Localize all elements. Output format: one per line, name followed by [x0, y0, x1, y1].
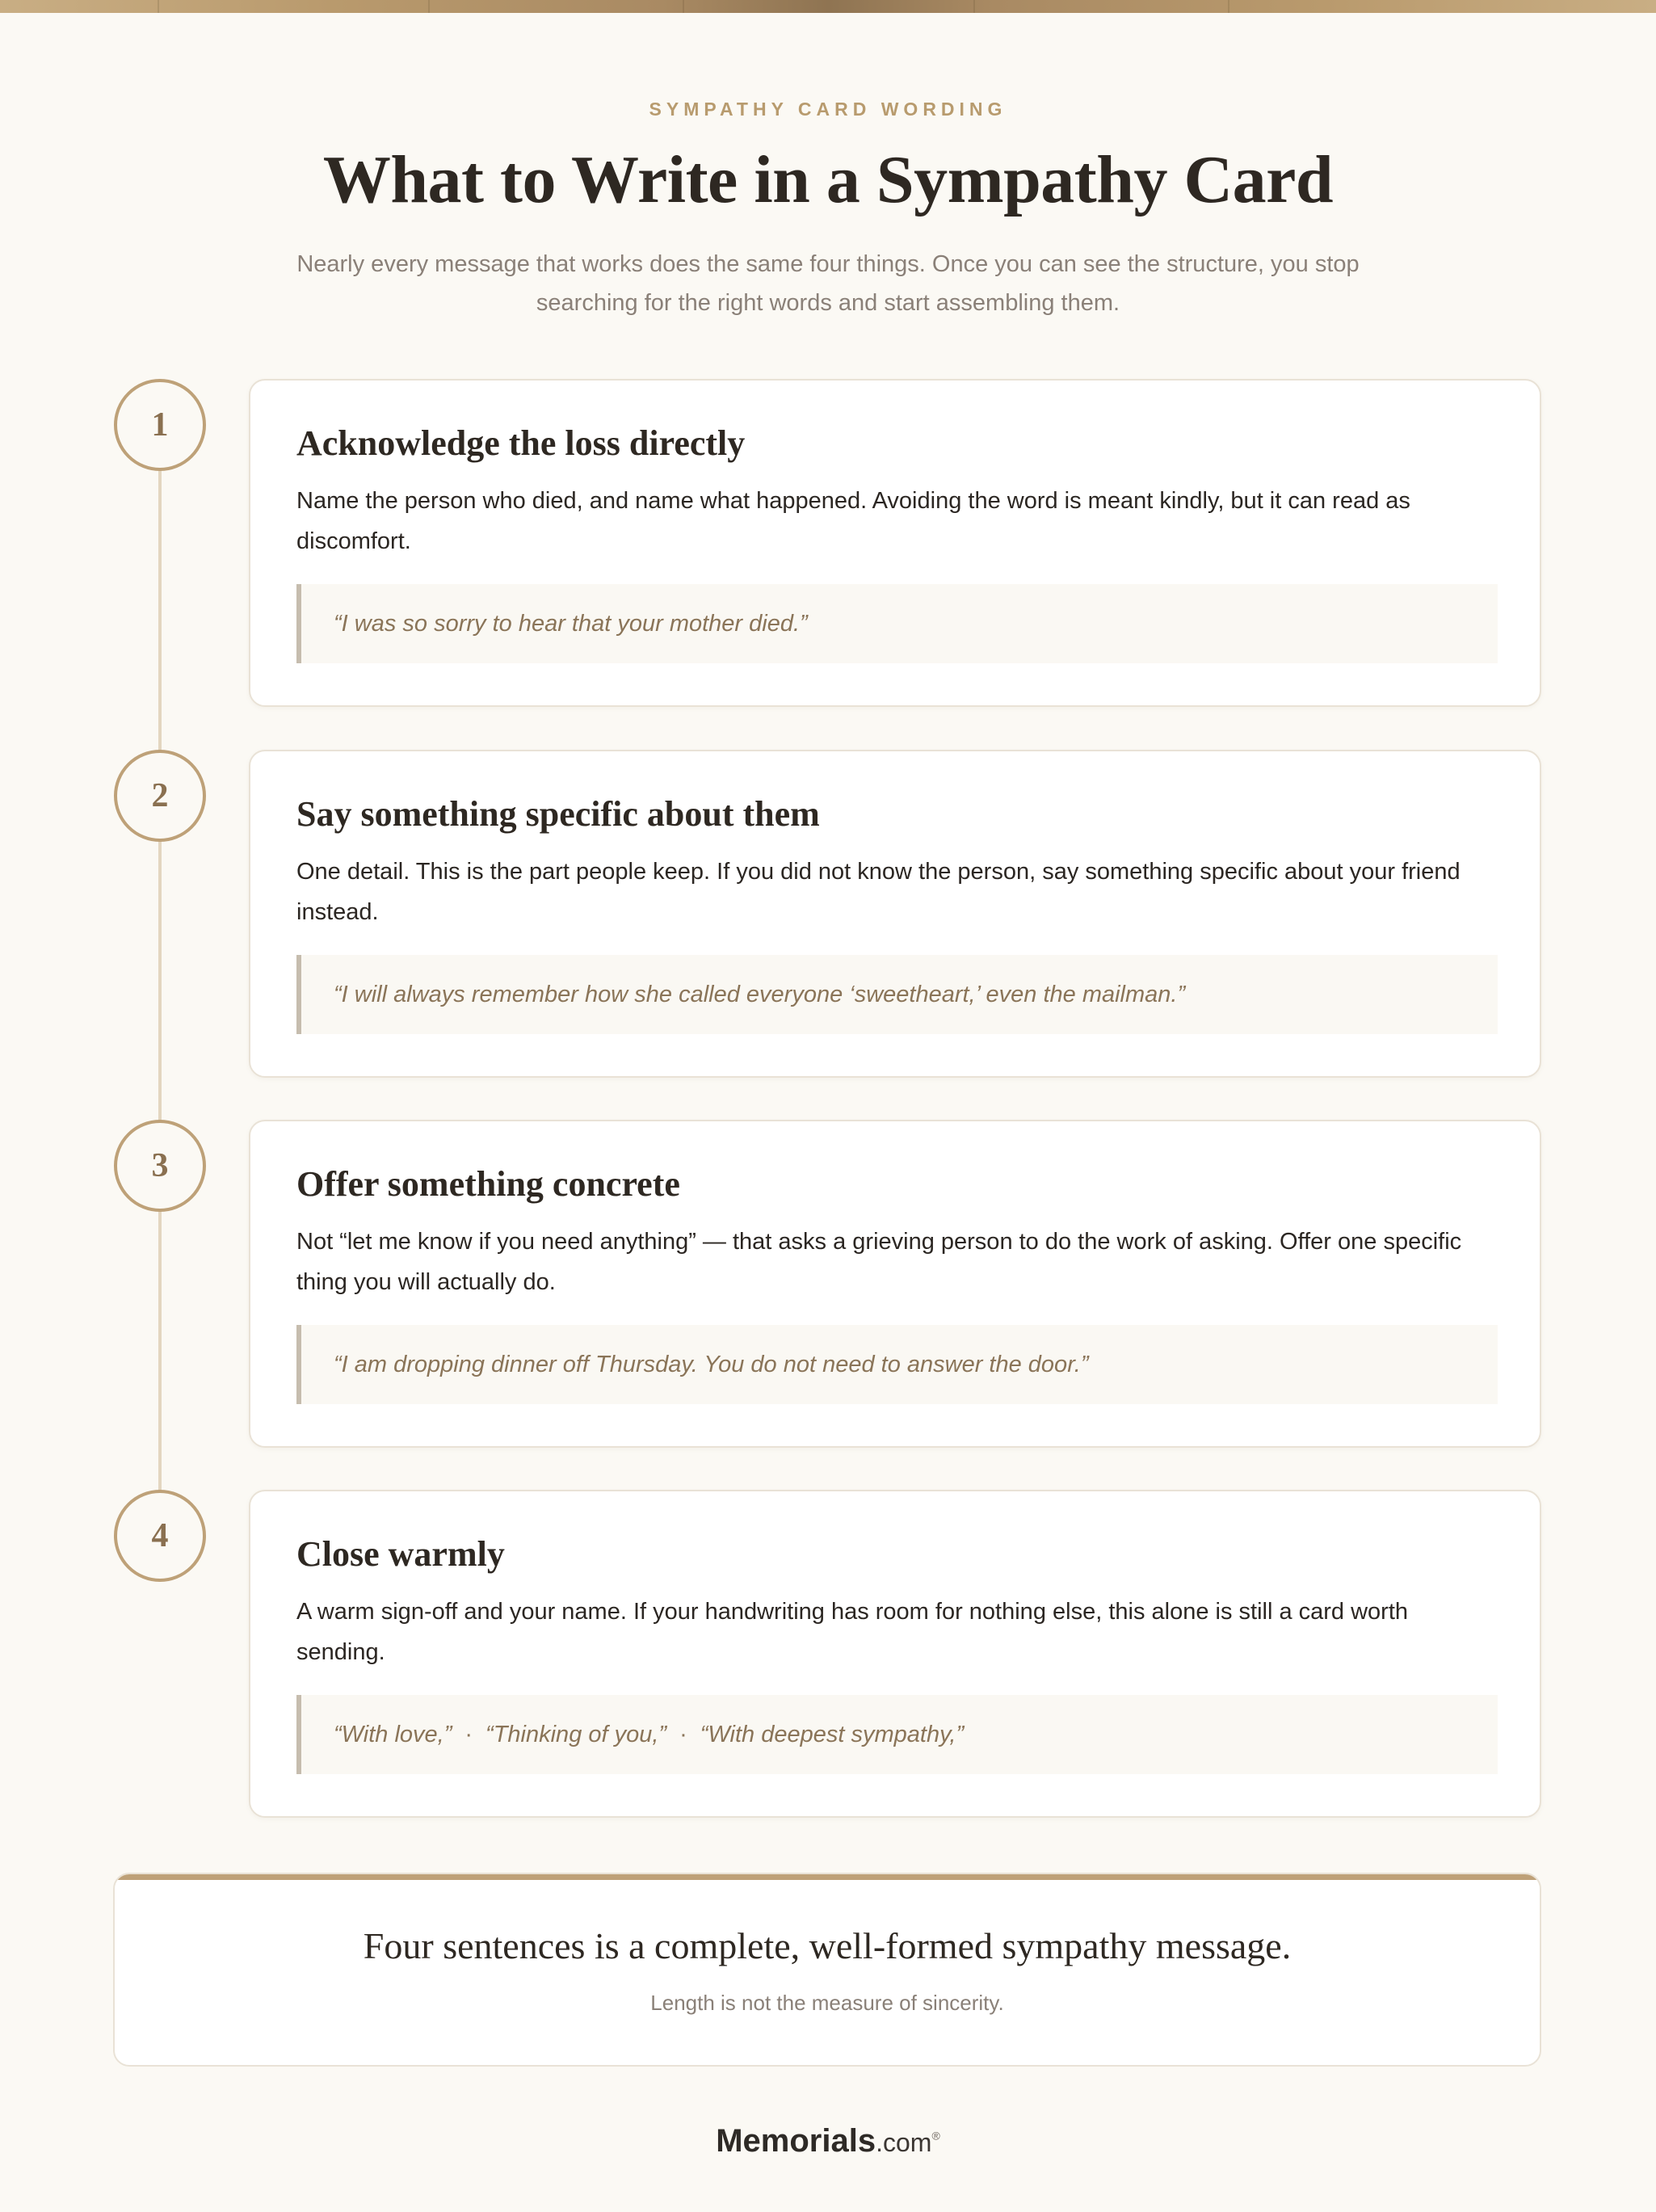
example-text: “I was so sorry to hear that your mother died.” — [334, 610, 808, 637]
summary-accent-bar — [115, 1874, 1540, 1880]
step-description: One detail. This is the part people keep. If you did not know the person, say something specific about your friend instead. — [296, 859, 1461, 925]
summary-callout — [113, 1873, 1541, 2067]
step-number-4: 4 — [114, 1490, 206, 1582]
step-description: Not “let me know if you need anything” — that asks a grieving person to do the work of asking. Offer one specific thing you will actually do. — [296, 1229, 1462, 1295]
example-text: “Thinking of you,” — [485, 1721, 667, 1747]
logo-brand: Memorials — [716, 2123, 876, 2159]
step-example-quote — [296, 1695, 1498, 1774]
separator-dot: · — [464, 1721, 473, 1747]
page-title: What to Write in a Sympathy Card — [322, 142, 1334, 217]
step-card-4 — [249, 1490, 1541, 1818]
step-number-1: 1 — [114, 379, 206, 471]
step-title: Close warmly — [296, 1534, 505, 1574]
example-text: “I am dropping dinner off Thursday. You do not need to answer the door.” — [334, 1351, 1089, 1377]
logo-tld: .com — [876, 2128, 932, 2157]
step-number-2: 2 — [114, 750, 206, 842]
step-card-3 — [249, 1120, 1541, 1448]
summary-note: Length is not the measure of sincerity. — [650, 1991, 1004, 2015]
example-text: “With deepest sympathy,” — [700, 1721, 965, 1747]
step-title: Offer something concrete — [296, 1164, 680, 1204]
step-example-quote — [296, 955, 1498, 1034]
step-example-quote — [296, 1325, 1498, 1404]
step-description: A warm sign-off and your name. If your handwriting has room for nothing else, this alone is still a card worth sending. — [296, 1599, 1409, 1665]
step-example-quote — [296, 584, 1498, 663]
memorials-logo[interactable] — [0, 2123, 1656, 2159]
eyebrow-label: SYMPATHY CARD WORDING — [649, 99, 1007, 120]
step-card-2 — [249, 750, 1541, 1078]
step-title: Acknowledge the loss directly — [296, 423, 746, 463]
logo-registered-mark: ® — [931, 2129, 940, 2143]
example-text: “With love,” — [334, 1721, 452, 1747]
step-title: Say something specific about them — [296, 794, 820, 834]
step-number-3: 3 — [114, 1120, 206, 1212]
step-card-1 — [249, 379, 1541, 707]
timeline-line — [158, 427, 162, 1535]
top-decorative-bar — [0, 0, 1656, 13]
page-subtitle: Nearly every message that works does the same four things. Once you can see the structure, you stop searching for the right words and start assembling them. — [296, 251, 1360, 316]
summary-statement: Four sentences is a complete, well-formed sympathy message. — [363, 1925, 1292, 1966]
separator-dot: · — [679, 1721, 687, 1747]
example-text: “I will always remember how she called everyone ‘sweetheart,’ even the mailman.” — [334, 981, 1186, 1007]
step-description: Name the person who died, and name what happened. Avoiding the word is meant kindly, but it can read as discomfort. — [296, 488, 1410, 554]
